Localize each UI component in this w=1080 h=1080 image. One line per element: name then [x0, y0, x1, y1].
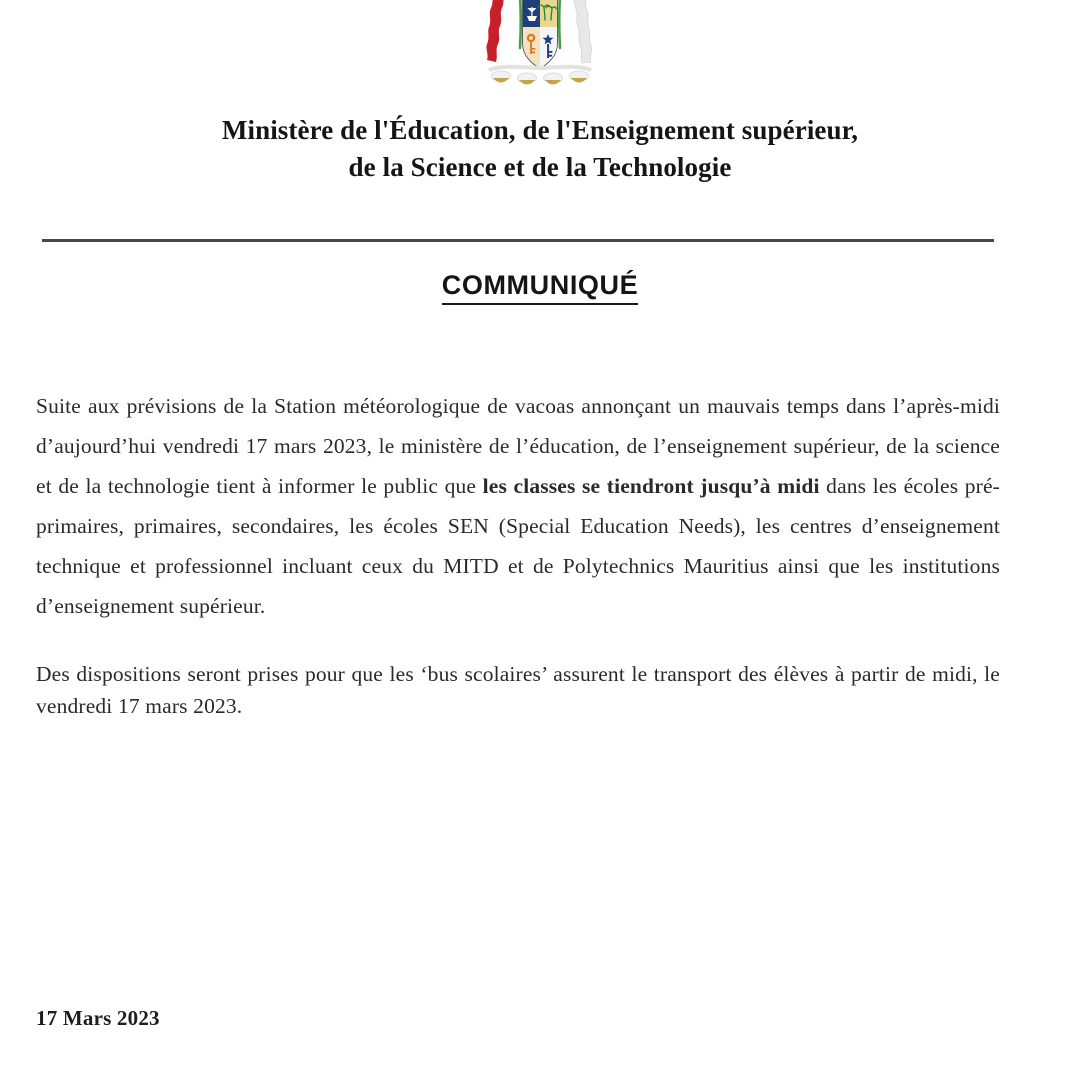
footer-date: 17 Mars 2023	[36, 1006, 160, 1030]
header-divider	[42, 239, 994, 242]
ministry-title-line-1: Ministère de l'Éducation, de l'Enseignement supérieur,	[221, 115, 859, 145]
paragraph-2: Des dispositions seront prises pour que les ‘bus scolaires’ assurent le transport des élèves à partir de midi, le vendredi 17 mars 2023.	[36, 662, 1000, 718]
coat-of-arms-container	[0, 0, 1080, 92]
coat-of-arms-icon	[465, 0, 615, 94]
communique-heading-container	[40, 270, 1040, 305]
ministry-title	[40, 112, 1040, 187]
ministry-title-line-2: de la Science et de la Technologie	[348, 152, 732, 183]
paragraph-1	[36, 386, 1000, 626]
communique-heading: COMMUNIQUÉ	[442, 270, 639, 305]
paragraph-1-bold-emphasis: les classes se tiendront jusqu’à midi	[482, 474, 820, 498]
document-body	[36, 386, 1000, 722]
paragraph-1-segment-1: Suite aux prévisions de la Station météorologique de vacoas annonçant un mauvais temps dans l’après-midi d’aujourd’hui vendredi 17 mars 2023, le ministère de l’éducation, de l’enseignement supérieur, de la science et de la technologie tient à informer le public que	[36, 394, 1000, 498]
paragraph-1-segment-2: dans les écoles pré-primaires, primaires, secondaires, les écoles SEN (Special Education Needs), les centres d’enseignement technique et professionnel incluant ceux du MITD et de Polytechnics Mauritius ainsi que les institutions d’enseignement supérieur.	[36, 474, 1000, 618]
